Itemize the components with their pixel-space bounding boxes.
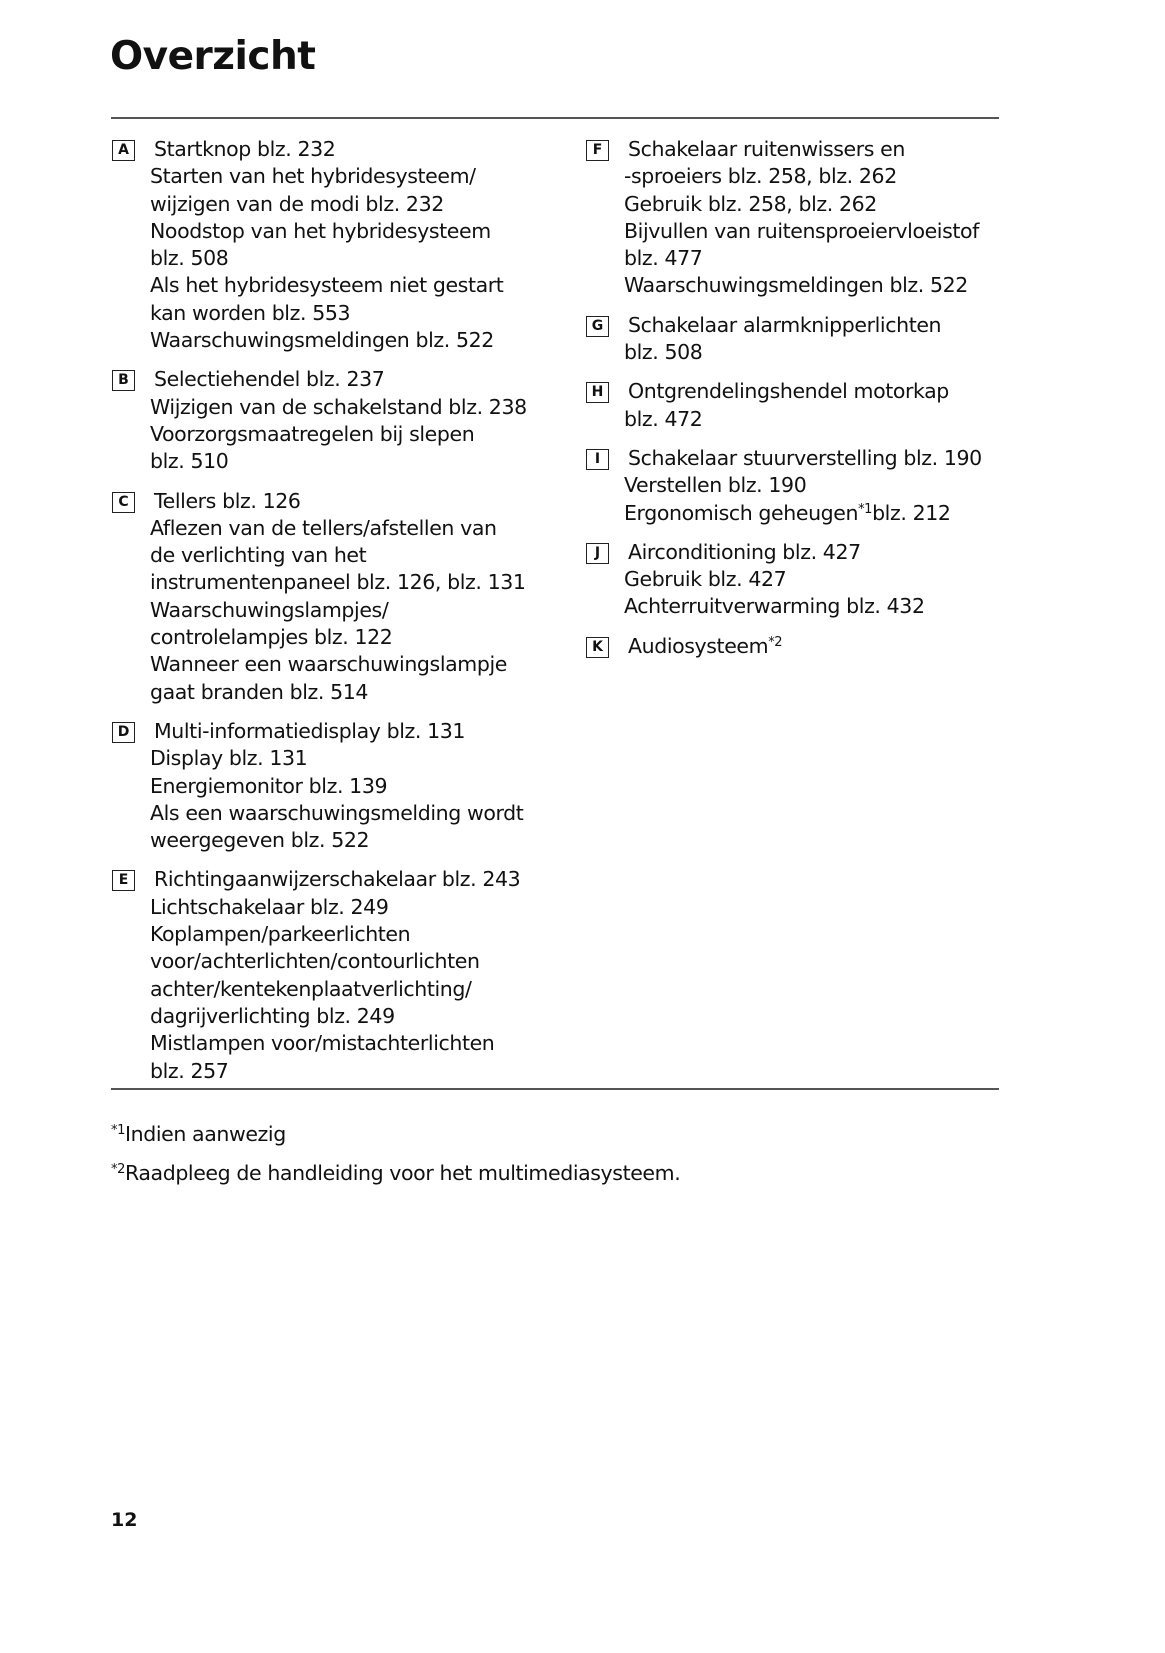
entry-line: [624, 472, 1006, 499]
overview-entry: [112, 366, 542, 475]
entry-text: Tellers blz. 126: [154, 488, 301, 513]
entry-letter-label: I: [586, 449, 609, 470]
entry-text: blz. 510: [150, 449, 229, 474]
entry-line: [150, 272, 542, 299]
entry-line: [154, 488, 542, 515]
entry-line: [150, 921, 542, 948]
entry-text: Schakelaar alarmknipperlichten: [628, 312, 942, 337]
entry-text: Waarschuwingsmeldingen blz. 522: [150, 328, 494, 353]
entry-line: [150, 300, 542, 327]
entry-text: Verstellen blz. 190: [624, 473, 807, 498]
entry-line: [150, 948, 542, 975]
entry-line: [624, 566, 1006, 593]
entry-line: [624, 218, 1006, 245]
entry-text: Gebruik blz. 427: [624, 567, 787, 592]
footnote-1: [111, 1122, 286, 1146]
entry-text: Ergonomisch geheugen: [624, 500, 859, 525]
entry-text: Koplampen/parkeerlichten: [150, 922, 411, 947]
footnote-ref: *2: [768, 634, 783, 650]
entry-line: [150, 191, 542, 218]
entry-text: blz. 508: [150, 246, 229, 271]
entry-line: [150, 163, 542, 190]
entry-text: Achterruitverwarming blz. 432: [624, 594, 925, 619]
footnote-mark: *1: [111, 1123, 125, 1138]
entry-text: weergegeven blz. 522: [150, 828, 370, 853]
entry-text: Waarschuwingsmeldingen blz. 522: [624, 273, 968, 298]
entry-text: blz. 508: [624, 340, 703, 365]
entry-line: [150, 597, 542, 624]
top-divider: [111, 117, 999, 119]
entry-letter-label: G: [586, 316, 609, 337]
overview-entry: [586, 378, 1006, 433]
footnote-ref: *1: [858, 501, 873, 517]
entry-line: [624, 163, 1006, 190]
overview-entry: [586, 445, 1006, 527]
entry-letter-label: A: [112, 140, 135, 161]
left-column: [112, 136, 542, 1097]
entry-text: Voorzorgsmaatregelen bij slepen: [150, 421, 475, 446]
entry-line: [624, 406, 1006, 433]
entry-line: [150, 976, 542, 1003]
entry-text: Schakelaar ruitenwissers en: [628, 137, 905, 161]
entry-line: [150, 218, 542, 245]
overview-entry: [112, 718, 542, 854]
entry-line: [154, 366, 542, 393]
entry-line: [624, 245, 1006, 272]
entry-text: Bijvullen van ruitensproeiervloeistof: [624, 218, 979, 243]
entry-text: -sproeiers blz. 258, blz. 262: [624, 164, 897, 189]
entry-line: [628, 378, 1006, 405]
entry-line: [150, 1030, 542, 1057]
entry-letter-label: D: [112, 722, 135, 743]
entry-line: [150, 569, 542, 596]
entry-line: [624, 339, 1006, 366]
entry-line: [154, 718, 542, 745]
entry-line: [150, 327, 542, 354]
entry-text: gaat branden blz. 514: [150, 679, 369, 704]
entry-line: [154, 866, 542, 893]
entry-line: [150, 542, 542, 569]
entry-text: blz. 477: [624, 246, 703, 271]
page-title: Overzicht: [110, 34, 316, 79]
entry-line: [150, 651, 542, 678]
overview-entry: [112, 866, 542, 1084]
entry-text: blz. 212: [872, 500, 951, 525]
entry-line: [628, 136, 1006, 163]
entry-line: [150, 894, 542, 921]
entry-line: [150, 679, 542, 706]
entry-text: voor/achterlichten/contourlichten: [150, 949, 480, 974]
entry-text: Gebruik blz. 258, blz. 262: [624, 191, 877, 216]
entry-text: Aflezen van de tellers/afstellen van: [150, 515, 497, 540]
entry-text: achter/kentekenplaatverlichting/: [150, 976, 472, 1001]
page-number: 12: [111, 1509, 138, 1531]
entry-letter-label: H: [586, 382, 609, 403]
entry-text: Airconditioning blz. 427: [628, 539, 861, 564]
entry-line: [150, 245, 542, 272]
entry-text: controlelampjes blz. 122: [150, 625, 393, 650]
entry-text: Als het hybridesysteem niet gestart: [150, 273, 504, 298]
entry-line: [628, 312, 1006, 339]
footnote-text: Raadpleeg de handleiding voor het multimediasysteem.: [124, 1161, 681, 1185]
overview-entry: [112, 488, 542, 706]
entry-line: [624, 500, 1006, 527]
entry-text: Energiemonitor blz. 139: [150, 773, 388, 798]
entry-text: Waarschuwingslampjes/: [150, 597, 389, 622]
entry-line: [624, 593, 1006, 620]
entry-text: Schakelaar stuurverstelling blz. 190: [628, 445, 982, 470]
entry-text: Selectiehendel blz. 237: [154, 367, 385, 392]
entry-line: [628, 445, 1006, 472]
entry-line: [628, 539, 1006, 566]
entry-line: [150, 394, 542, 421]
entry-text: Lichtschakelaar blz. 249: [150, 894, 389, 919]
entry-line: [150, 515, 542, 542]
entry-line: [150, 624, 542, 651]
entry-line: [628, 633, 1006, 660]
entry-text: blz. 472: [624, 406, 703, 431]
entry-text: Noodstop van het hybridesysteem: [150, 218, 491, 243]
entry-text: Multi-informatiedisplay blz. 131: [154, 718, 466, 743]
entry-text: Mistlampen voor/mistachterlichten: [150, 1031, 495, 1056]
entry-text: Wijzigen van de schakelstand blz. 238: [150, 394, 527, 419]
entry-letter-label: J: [586, 543, 609, 564]
entry-line: [150, 773, 542, 800]
right-column: [586, 136, 1006, 672]
entry-letter-label: B: [112, 370, 135, 391]
entry-line: [150, 1058, 542, 1085]
entry-line: [624, 272, 1006, 299]
entry-text: de verlichting van het: [150, 543, 367, 568]
entry-letter-label: C: [112, 492, 135, 513]
entry-letter-label: E: [112, 870, 135, 891]
entry-text: Ontgrendelingshendel motorkap: [628, 379, 949, 404]
footnote-2: [111, 1161, 680, 1185]
entry-text: kan worden blz. 553: [150, 300, 351, 325]
footnote-text: Indien aanwezig: [124, 1122, 286, 1146]
entry-text: Starten van het hybridesysteem/: [150, 164, 476, 189]
entry-letter-label: K: [586, 637, 609, 658]
entry-line: [150, 448, 542, 475]
bottom-divider: [111, 1088, 999, 1090]
entry-line: [150, 745, 542, 772]
entry-text: Display blz. 131: [150, 746, 308, 771]
entry-text: instrumentenpaneel blz. 126, blz. 131: [150, 570, 526, 595]
entry-text: blz. 257: [150, 1058, 229, 1083]
entry-text: Audiosysteem: [628, 633, 769, 658]
entry-line: [150, 1003, 542, 1030]
overview-entry: [112, 136, 542, 354]
overview-entry: [586, 539, 1006, 621]
overview-entry: [586, 312, 1006, 367]
entry-line: [624, 191, 1006, 218]
entry-line: [154, 136, 542, 163]
overview-entry: [586, 136, 1006, 300]
entry-text: wijzigen van de modi blz. 232: [150, 191, 444, 216]
footnote-mark: *2: [111, 1162, 125, 1177]
entry-line: [150, 421, 542, 448]
entry-line: [150, 827, 542, 854]
entry-text: Startknop blz. 232: [154, 137, 336, 161]
entry-text: dagrijverlichting blz. 249: [150, 1003, 395, 1028]
entry-line: [150, 800, 542, 827]
entry-text: Wanneer een waarschuwingslampje: [150, 652, 507, 677]
overview-entry: [586, 633, 1006, 660]
entry-text: Als een waarschuwingsmelding wordt: [150, 800, 524, 825]
entry-letter-label: F: [586, 140, 609, 161]
entry-text: Richtingaanwijzerschakelaar blz. 243: [154, 867, 521, 892]
